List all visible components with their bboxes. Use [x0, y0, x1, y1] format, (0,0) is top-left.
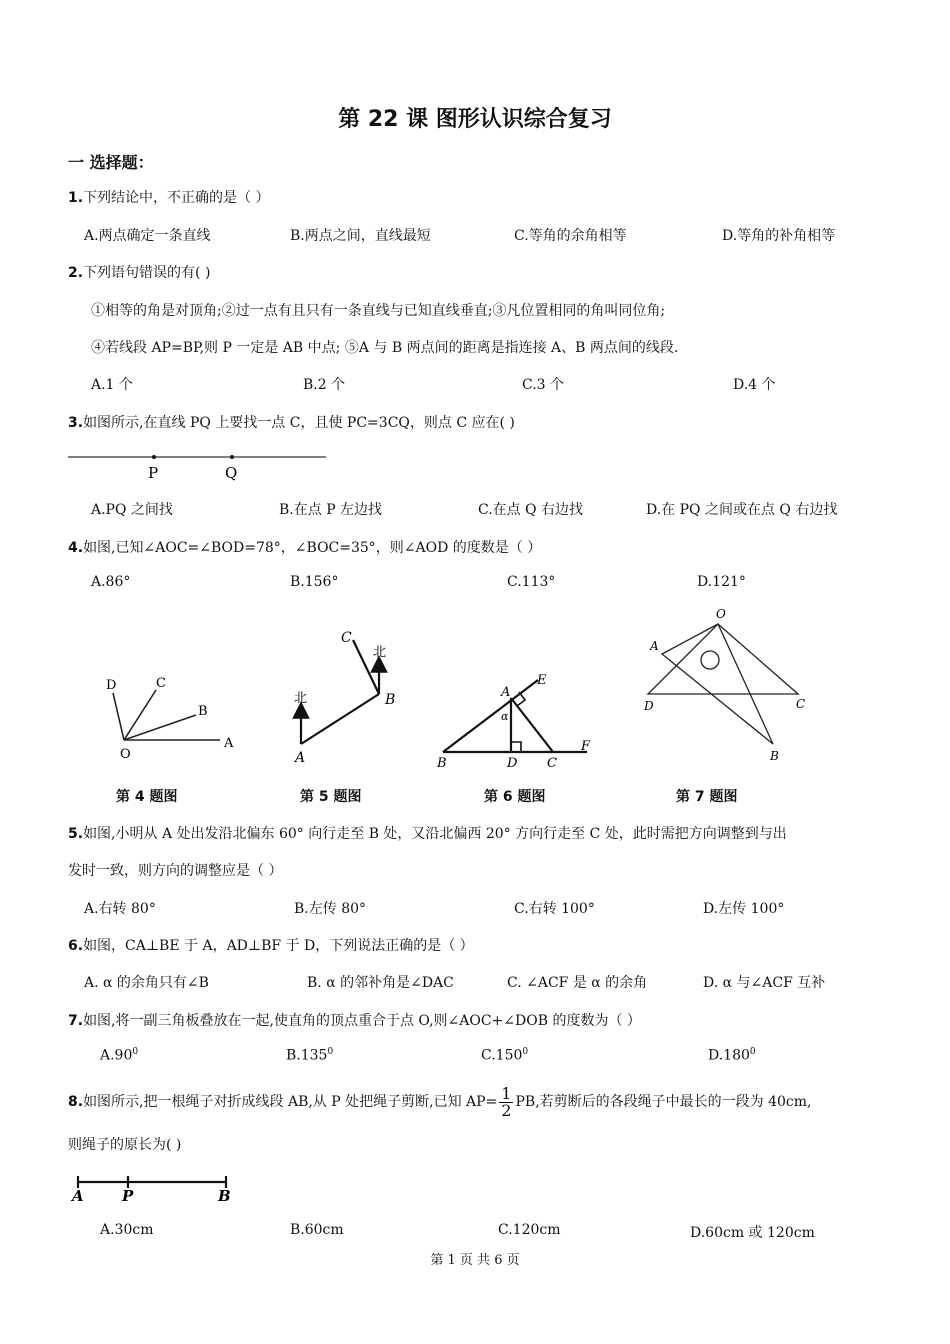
q7-option-d: D.180$^0$	[708, 1047, 756, 1064]
q5-option-d: D.左传 100°	[703, 901, 785, 917]
label-o: O	[716, 607, 726, 621]
question-7	[68, 1010, 641, 1030]
label-p: P	[122, 1187, 134, 1205]
q5-option-a: A.右转 80°	[84, 901, 156, 917]
q1-option-a: A.两点确定一条直线	[84, 228, 211, 244]
q5-option-c: C.右转 100°	[514, 901, 595, 917]
label-a: A	[650, 639, 659, 653]
question-8	[68, 1082, 811, 1122]
figure-7-caption: 第 7 题图	[676, 789, 738, 805]
question-text: 下列语句错误的有( )	[83, 265, 211, 281]
question-number: 6.	[68, 938, 84, 954]
question-number: 1.	[68, 190, 84, 206]
figure-5-caption: 第 5 题图	[300, 789, 362, 805]
q2-statements-line-1: ①相等的角是对顶角;②过一点有且只有一条直线与已知直线垂直;③凡位置相同的角叫同位角;	[91, 303, 666, 319]
figure-6	[435, 668, 605, 770]
q6-option-b: B. α 的邻补角是∠DAC	[307, 975, 454, 991]
q7-option-a: $A.90^0$	[100, 1047, 139, 1064]
triangle-oab	[662, 624, 773, 744]
ray-ob	[124, 715, 196, 740]
question-number: 3.	[68, 415, 84, 431]
label-north-b: 北	[373, 645, 387, 660]
label-q: Q	[225, 464, 238, 482]
label-b: B	[198, 704, 208, 719]
label-o: O	[120, 747, 131, 762]
q4-option-a: A.86°	[91, 574, 131, 590]
q2-option-d: D.4 个	[733, 377, 776, 393]
label-d: D	[507, 756, 518, 770]
question-text: 下列结论中，不正确的是（ ）	[83, 190, 270, 206]
section-heading: 一 选择题：	[68, 153, 154, 172]
fraction-one-half: $\frac{1}{2}$	[501, 1083, 512, 1120]
question-number: 2.	[68, 265, 84, 281]
figure-5	[285, 622, 405, 772]
q1-option-c: C.等角的余角相等	[514, 228, 627, 244]
point-q	[230, 455, 234, 459]
q8-text-continued: 则绳子的原长为( )	[68, 1137, 182, 1153]
question-4	[68, 537, 541, 557]
question-text-rest: PB,若剪断后的各段绳子中最长的一段为 40cm,	[515, 1094, 812, 1110]
label-b: B	[385, 692, 396, 708]
page-title: 第 22 课 图形认识综合复习	[338, 107, 612, 132]
q2-option-c: C.3 个	[522, 377, 565, 393]
label-a: A	[501, 685, 511, 700]
label-a: A	[72, 1187, 84, 1205]
figure-7	[638, 604, 828, 770]
q8-option-b: B.60cm	[290, 1222, 344, 1238]
label-d: D	[106, 678, 117, 693]
label-p: P	[148, 464, 159, 482]
q8-option-d: D.60cm 或 120cm	[690, 1225, 815, 1241]
question-6	[68, 935, 474, 955]
label-c: C	[341, 630, 352, 646]
label-f: F	[581, 739, 591, 754]
question-text: 如图所示,把一根绳子对折成线段 AB,从 P 处把绳子剪断,已知 AP=	[83, 1094, 498, 1110]
q7-option-b: B.135$^0$	[286, 1047, 334, 1064]
figure-6-caption: 第 6 题图	[484, 789, 546, 805]
question-text: 如图,已知∠AOC=∠BOD=78°，∠BOC=35°，则∠AOD 的度数是（ ）	[83, 540, 542, 556]
q8-segment-figure	[66, 1170, 246, 1206]
q4-option-b: B.156°	[290, 574, 339, 590]
question-text: 如图，CA⊥BE 于 A，AD⊥BF 于 D，下列说法正确的是（ ）	[83, 938, 474, 954]
q1-option-d: D.等角的补角相等	[722, 228, 836, 244]
q2-statements-line-2: ④若线段 AP=BP,则 P 一定是 AB 中点; ⑤A 与 B 两点间的距离是指连接 A、B 两点间的线段.	[91, 340, 679, 356]
ray-oc	[124, 690, 156, 740]
question-text: 如图所示,在直线 PQ 上要找一点 C，且使 PC=3CQ，则点 C 应在( )	[83, 415, 515, 431]
q1-option-b: B.两点之间，直线最短	[290, 228, 431, 244]
label-e: E	[537, 673, 547, 688]
label-b: B	[437, 756, 447, 770]
q7-option-c: C.150$^0$	[481, 1047, 529, 1064]
question-number: 8.	[68, 1094, 84, 1110]
label-d: D	[644, 699, 654, 713]
q3-option-d: D.在 PQ 之间或在点 Q 右边找	[646, 502, 838, 518]
q6-option-a: A. α 的余角只有∠B	[84, 975, 209, 991]
q6-option-c: C. ∠ACF 是 α 的余角	[507, 975, 648, 991]
q3-option-a: A.PQ 之间找	[91, 502, 173, 518]
question-text: 如图,将一副三角板叠放在一起,使直角的顶点重合于点 O,则∠AOC+∠DOB 的度数为（ ）	[83, 1013, 641, 1029]
q8-option-c: C.120cm	[498, 1222, 561, 1238]
segment-ab	[301, 694, 379, 744]
q6-option-d: D. α 与∠ACF 互补	[703, 975, 826, 991]
figure-4-caption: 第 4 题图	[116, 789, 178, 805]
center-mark	[701, 651, 719, 669]
ray-od	[113, 693, 124, 740]
q3-option-c: C.在点 Q 右边找	[478, 502, 584, 518]
figure-4	[80, 665, 250, 765]
label-b: B	[218, 1187, 231, 1205]
q2-option-a: A.1 个	[91, 377, 133, 393]
question-3	[68, 412, 515, 432]
question-2	[68, 262, 210, 282]
label-c: C	[796, 697, 806, 711]
question-number: 4.	[68, 540, 84, 556]
label-a: A	[295, 750, 306, 766]
label-c: C	[547, 756, 557, 770]
question-1	[68, 187, 270, 207]
question-5	[68, 823, 787, 843]
question-text: 如图,小明从 A 处出发沿北偏东 60° 向行走至 B 处，又沿北偏西 20° 方向行走至 C 处，此时需把方向调整到与出	[83, 826, 787, 842]
label-alpha: α	[501, 710, 509, 723]
label-b: B	[770, 749, 779, 763]
q2-option-b: B.2 个	[303, 377, 346, 393]
page-footer: 第 1 页 共 6 页	[430, 1253, 520, 1268]
q4-option-c: C.113°	[507, 574, 556, 590]
q3-line-figure	[66, 445, 328, 485]
label-north-a: 北	[294, 691, 308, 706]
q5-text-continued: 发时一致，则方向的调整应是（ ）	[68, 863, 283, 879]
question-number: 5.	[68, 826, 84, 842]
point-p	[152, 455, 156, 459]
label-a: A	[224, 736, 234, 751]
q8-option-a: A.30cm	[100, 1222, 154, 1238]
label-c: C	[156, 676, 166, 691]
right-angle-d	[511, 742, 521, 752]
q3-option-b: B.在点 P 左边找	[279, 502, 383, 518]
question-number: 7.	[68, 1013, 84, 1029]
q4-option-d: D.121°	[697, 574, 746, 590]
q5-option-b: B.左传 80°	[294, 901, 367, 917]
